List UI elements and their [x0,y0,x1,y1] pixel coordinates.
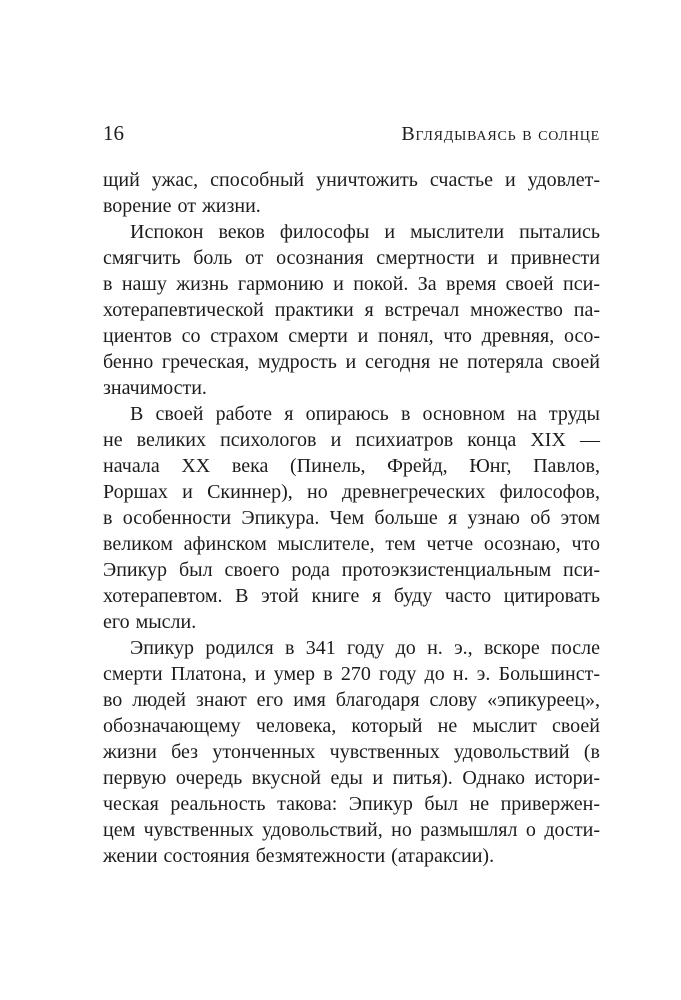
text-line: щий ужас, способный уничтожить счастье и удовлет- [103,169,600,191]
text-line: Испокон веков философы и мыслители пытались [130,221,600,243]
text-line: во людей знают его имя благодаря слову «эпикуреец», [103,689,600,711]
text-line: ческая реальность такова: Эпикур был не привержен- [103,793,600,815]
text-line: Эпикур был своего рода протоэкзистенциальным пси- [103,559,600,581]
paragraph [103,219,600,401]
text-line: начала XX века (Пинель, Фрейд, Юнг, Павлов, [103,455,600,477]
paragraph [103,401,600,635]
paragraph [103,167,600,219]
text-line: Эпикур родился в 341 году до н. э., вскоре после [130,637,600,659]
text-line: его мысли. [103,611,197,633]
text-line: не великих психологов и психиатров конца XIX — [103,429,600,451]
text-column [103,167,600,869]
text-line: значимости. [103,377,207,399]
text-line: смягчить боль от осознания смертности и привнести [103,247,600,269]
page-number: 16 [103,121,124,145]
text-line: хотерапевтом. В этой книге я буду часто цитировать [103,585,600,607]
text-line: жении состояния безмятежности (атараксии). [103,845,495,867]
text-line: в особенности Эпикура. Чем больше я узнаю об этом [103,507,600,529]
text-line: обозначающему человека, который не мыслит своей [103,715,600,737]
text-line: великом афинском мыслителе, тем четче осознаю, что [103,533,600,555]
text-line: цем чувственных удовольствий, но размышлял о дости- [103,819,600,841]
page-header [103,121,600,146]
paragraph [103,635,600,869]
text-line: первую очередь вкусной еды и питья). Однако истори- [103,767,600,789]
text-line: бенно греческая, мудрость и сегодня не потеряла своей [103,351,600,373]
text-line: Роршах и Скиннер), но древнегреческих философов, [103,481,600,503]
text-line: ворение от жизни. [103,195,261,217]
text-line: смерти Платона, и умер в 270 году до н. э. Большинст- [103,663,600,685]
text-line: жизни без утонченных чувственных удовольствий (в [103,741,600,763]
text-line: циентов со страхом смерти и понял, что древняя, осо- [103,325,600,347]
text-line: В своей работе я опираюсь в основном на труды [130,403,600,425]
running-title: Вглядываясь в солнце [401,123,600,145]
text-line: хотерапевтической практики я встречал множество па- [103,299,600,321]
text-line: в нашу жизнь гармонию и покой. За время своей пси- [103,273,600,295]
